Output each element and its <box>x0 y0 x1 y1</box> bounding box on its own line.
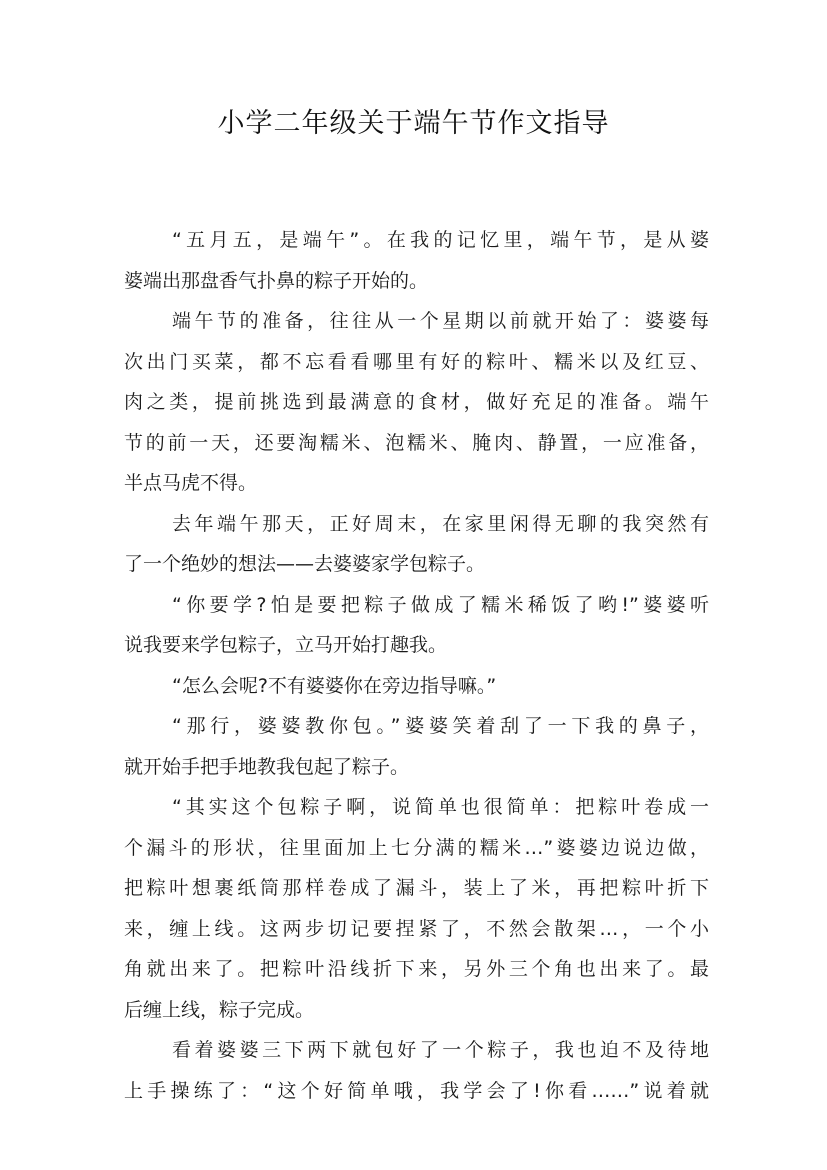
text-line: “怎么会呢?不有婆婆你在旁边指导嘛。” <box>172 674 497 697</box>
text-line: 来，缠上线。这两步切记要捏紧了，不然会散架…，一个小 <box>124 917 709 940</box>
text-line: “其实这个包粽子啊，说简单也很简单：把粽叶卷成一 <box>172 796 709 818</box>
text-line: 角就出来了。把粽叶沿线折下来，另外三个角也出来了。最 <box>124 958 709 980</box>
text-line: 个漏斗的形状，往里面加上七分满的糯米…”婆婆边说边做， <box>124 836 709 859</box>
text-line: 后缠上线，粽子完成。 <box>124 998 315 1021</box>
text-line: 把粽叶想裹纸筒那样卷成了漏斗，装上了米，再把粽叶折下 <box>124 877 709 899</box>
document-title: 小学二年级关于端午节作文指导 <box>217 108 610 139</box>
text-line: 半点马虎不得。 <box>124 472 258 494</box>
text-line: 就开始手把手地教我包起了粽子。 <box>124 755 410 778</box>
text-line: “那行，婆婆教你包。”婆婆笑着刮了一下我的鼻子， <box>172 715 709 737</box>
text-line: 肉之类，提前挑选到最满意的食材，做好充足的准备。端午 <box>124 391 709 413</box>
text-line: 次出门买菜，都不忘看看哪里有好的粽叶、糯米以及红豆、 <box>124 350 709 373</box>
text-line: 节的前一天，还要淘糯米、泡糯米、腌肉、静置，一应准备， <box>124 431 709 454</box>
text-line: “你要学?怕是要把粽子做成了糯米稀饭了哟!”婆婆听 <box>172 593 709 616</box>
text-line: 了一个绝妙的想法——去婆婆家学包粽子。 <box>124 553 486 575</box>
text-line: 说我要来学包粽子，立马开始打趣我。 <box>124 634 448 656</box>
document-body <box>124 220 709 1111</box>
text-line: “五月五，是端午”。在我的记忆里，端午节，是从婆 <box>172 229 709 251</box>
text-line: 上手操练了：“这个好简单哦，我学会了!你看……”说着就 <box>124 1079 709 1102</box>
text-line: 婆端出那盘香气扑鼻的粽子开始的。 <box>124 269 429 292</box>
text-line: 看着婆婆三下两下就包好了一个粽子，我也迫不及待地 <box>172 1039 709 1061</box>
text-line: 去年端午那天，正好周末，在家里闲得无聊的我突然有 <box>172 512 709 535</box>
text-line: 端午节的准备，往往从一个星期以前就开始了：婆婆每 <box>172 310 709 332</box>
